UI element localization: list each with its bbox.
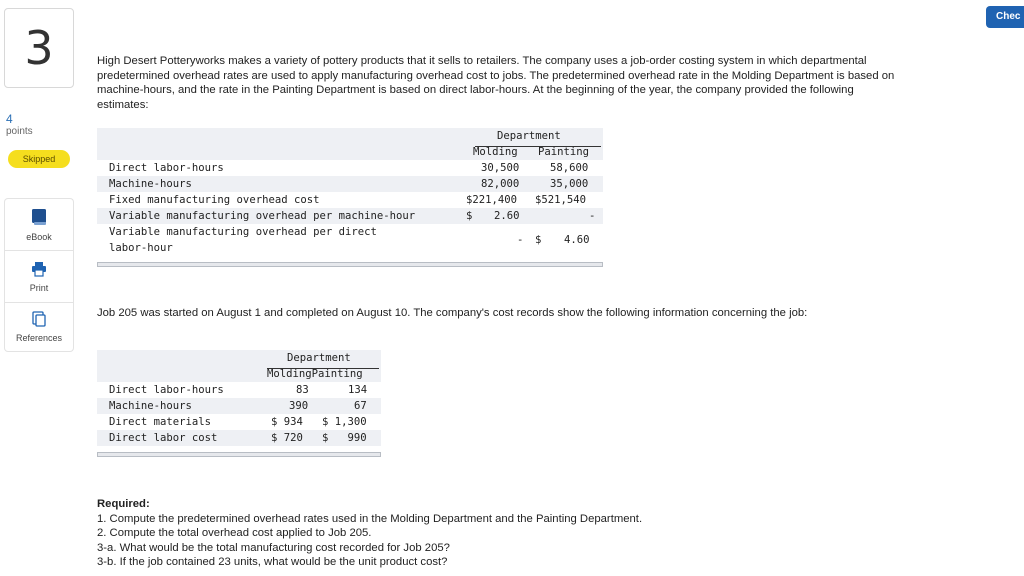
question-number: 3 [24, 21, 54, 75]
documents-icon [31, 311, 47, 327]
cell-painting: $ 1,300 [322, 416, 367, 428]
row-label: Direct labor cost [109, 432, 218, 444]
estimates-table [97, 128, 603, 270]
ebook-label: eBook [26, 231, 52, 242]
status-badge: Skipped [8, 150, 70, 168]
cell-molding: 82,000 [481, 178, 520, 190]
required-item: 3-b. If the job contained 23 units, what would be the unit product cost? [97, 556, 448, 569]
column-painting: Painting [538, 146, 590, 158]
points-label: points [6, 126, 33, 137]
row-label: Direct labor-hours [109, 384, 224, 396]
points-value: 4 [6, 112, 13, 126]
row-label: Direct labor-hours [109, 162, 224, 174]
department-header: Department [287, 352, 351, 364]
table-bottom-rule [97, 452, 381, 457]
intro-paragraph: High Desert Potteryworks makes a variety of pottery products that it sells to retailers. The company uses a job-order costing system in which departmental predetermined overhead rates are used to apply manufacturing overhead cost to jobs. The predetermined overhead rate in the Molding Department is based on machine-hours, and the rate in the Painting Department is based on direct labor-hours. At the beginning of the year, the company provided the following estimates: [97, 55, 895, 111]
check-my-work-button[interactable]: Chec [986, 6, 1024, 28]
cell-molding: $ 934 [271, 416, 303, 428]
table-bottom-rule [97, 262, 603, 267]
cell-molding: - [517, 234, 524, 246]
required-heading: Required: [97, 498, 150, 510]
row-label: Variable manufacturing overhead per direct [109, 226, 377, 238]
print-button[interactable] [4, 250, 74, 302]
print-label: Print [29, 282, 49, 293]
row-label: Fixed manufacturing overhead cost [109, 194, 320, 206]
references-label: References [15, 333, 63, 343]
cell-molding: 83 [296, 384, 309, 396]
cell-molding: 2.60 [494, 210, 520, 222]
row-label-continued: labor-hour [109, 242, 173, 254]
cell-molding: 390 [289, 400, 309, 412]
job-paragraph: Job 205 was started on August 1 and completed on August 10. The company's cost records show the following information concerning the job: [97, 307, 808, 319]
cell-painting: 67 [354, 400, 367, 412]
cell-painting: $521,540 [535, 194, 587, 206]
cell-painting-prefix: $ [535, 234, 542, 246]
required-section [97, 497, 642, 570]
references-button[interactable] [4, 302, 74, 352]
cell-painting: - [589, 210, 596, 222]
question-number-box [4, 8, 74, 88]
cell-painting: 35,000 [550, 178, 589, 190]
ebook-button[interactable] [4, 198, 74, 250]
cell-painting: $ 990 [322, 432, 367, 444]
printer-icon [31, 261, 47, 277]
row-label: Machine-hours [109, 178, 192, 190]
required-item: 2. Compute the total overhead cost applied to Job 205. [97, 527, 372, 540]
row-label: Direct materials [109, 416, 212, 428]
required-item: 1. Compute the predetermined overhead rates used in the Molding Department and the Painting Department. [97, 512, 643, 525]
job-table [97, 350, 381, 462]
cell-molding-prefix: $ [466, 210, 473, 222]
department-header: Department [497, 130, 561, 142]
cell-molding: 30,500 [481, 162, 520, 174]
columns-header: MoldingPainting [267, 368, 363, 380]
row-label: Variable manufacturing overhead per machine-hour [109, 210, 416, 222]
row-label: Machine-hours [109, 400, 192, 412]
cell-molding: $ 720 [271, 432, 303, 444]
required-item: 3-a. What would be the total manufacturing cost recorded for Job 205? [97, 541, 450, 554]
cell-painting: 58,600 [550, 162, 589, 174]
cell-painting: 4.60 [564, 234, 590, 246]
column-molding: Molding [473, 146, 518, 158]
book-icon [31, 208, 47, 226]
cell-painting: 134 [348, 384, 368, 396]
cell-molding: $221,400 [466, 194, 518, 206]
